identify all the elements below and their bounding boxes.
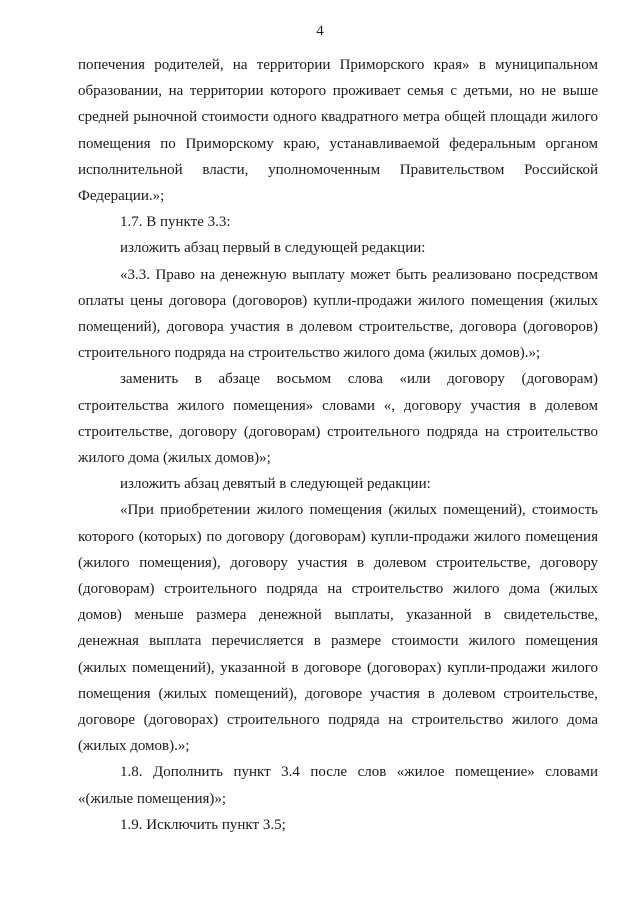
paragraph-first-abzac-instruction: изложить абзац первый в следующей редакции: bbox=[120, 240, 426, 257]
document-body bbox=[78, 52, 598, 838]
paragraph-continuation: попечения родителей, на территории Приморского края» в муниципальном образовании, на территории которого проживает семья с детьми, но не выше средней рыночной стоимости одного квадратного метра общей площади жилого помещения по Приморскому краю, устанавливаемой федеральным органом исполнительной власти, уполномоченным Правительством Российской Федерации.»; bbox=[78, 57, 598, 205]
paragraph-1-7-heading: 1.7. В пункте 3.3: bbox=[120, 214, 231, 231]
paragraph-1-9: 1.9. Исключить пункт 3.5; bbox=[120, 816, 286, 833]
paragraph-3-3-text: «3.3. Право на денежную выплату может быть реализовано посредством оплаты цены договора (договоров) купли-продажи жилого помещения (жилых помещений), договора участия в долевом строительстве, договора (договоров) строительного подряда на строительство жилого дома (жилых домов).»; bbox=[78, 266, 598, 362]
paragraph-eighth-abzac-replace: заменить в абзаце восьмом слова «или договору (договорам) строительства жилого помещения» словами «, договору участия в долевом строительстве, договору (договорам) строительного подряда на строительство жилого дома (жилых домов)»; bbox=[78, 371, 598, 467]
page-number: 4 bbox=[316, 23, 324, 39]
paragraph-ninth-abzac-instruction: изложить абзац девятый в следующей редакции: bbox=[120, 476, 431, 493]
paragraph-ninth-abzac-text: «При приобретении жилого помещения (жилых помещений), стоимость которого (которых) по договору (договорам) купли-продажи жилого помещения (жилого помещения), договору участия в долевом строительстве, договору (договорам) строительного подряда на строительство жилого дома (жилых домов) меньше размера денежной выплаты, указанной в свидетельстве, денежная выплата перечисляется в размере стоимости жилого помещения (жилых помещений), указанной в договоре (договорах) купли-продажи жилого помещения (жилых помещений), договоре участия в долевом строительстве, договоре (договорах) строительного подряда на строительство жилого дома (жилых домов).»; bbox=[78, 502, 598, 755]
paragraph-1-8: 1.8. Дополнить пункт 3.4 после слов «жилое помещение» словами «(жилые помещения)»; bbox=[78, 764, 598, 807]
